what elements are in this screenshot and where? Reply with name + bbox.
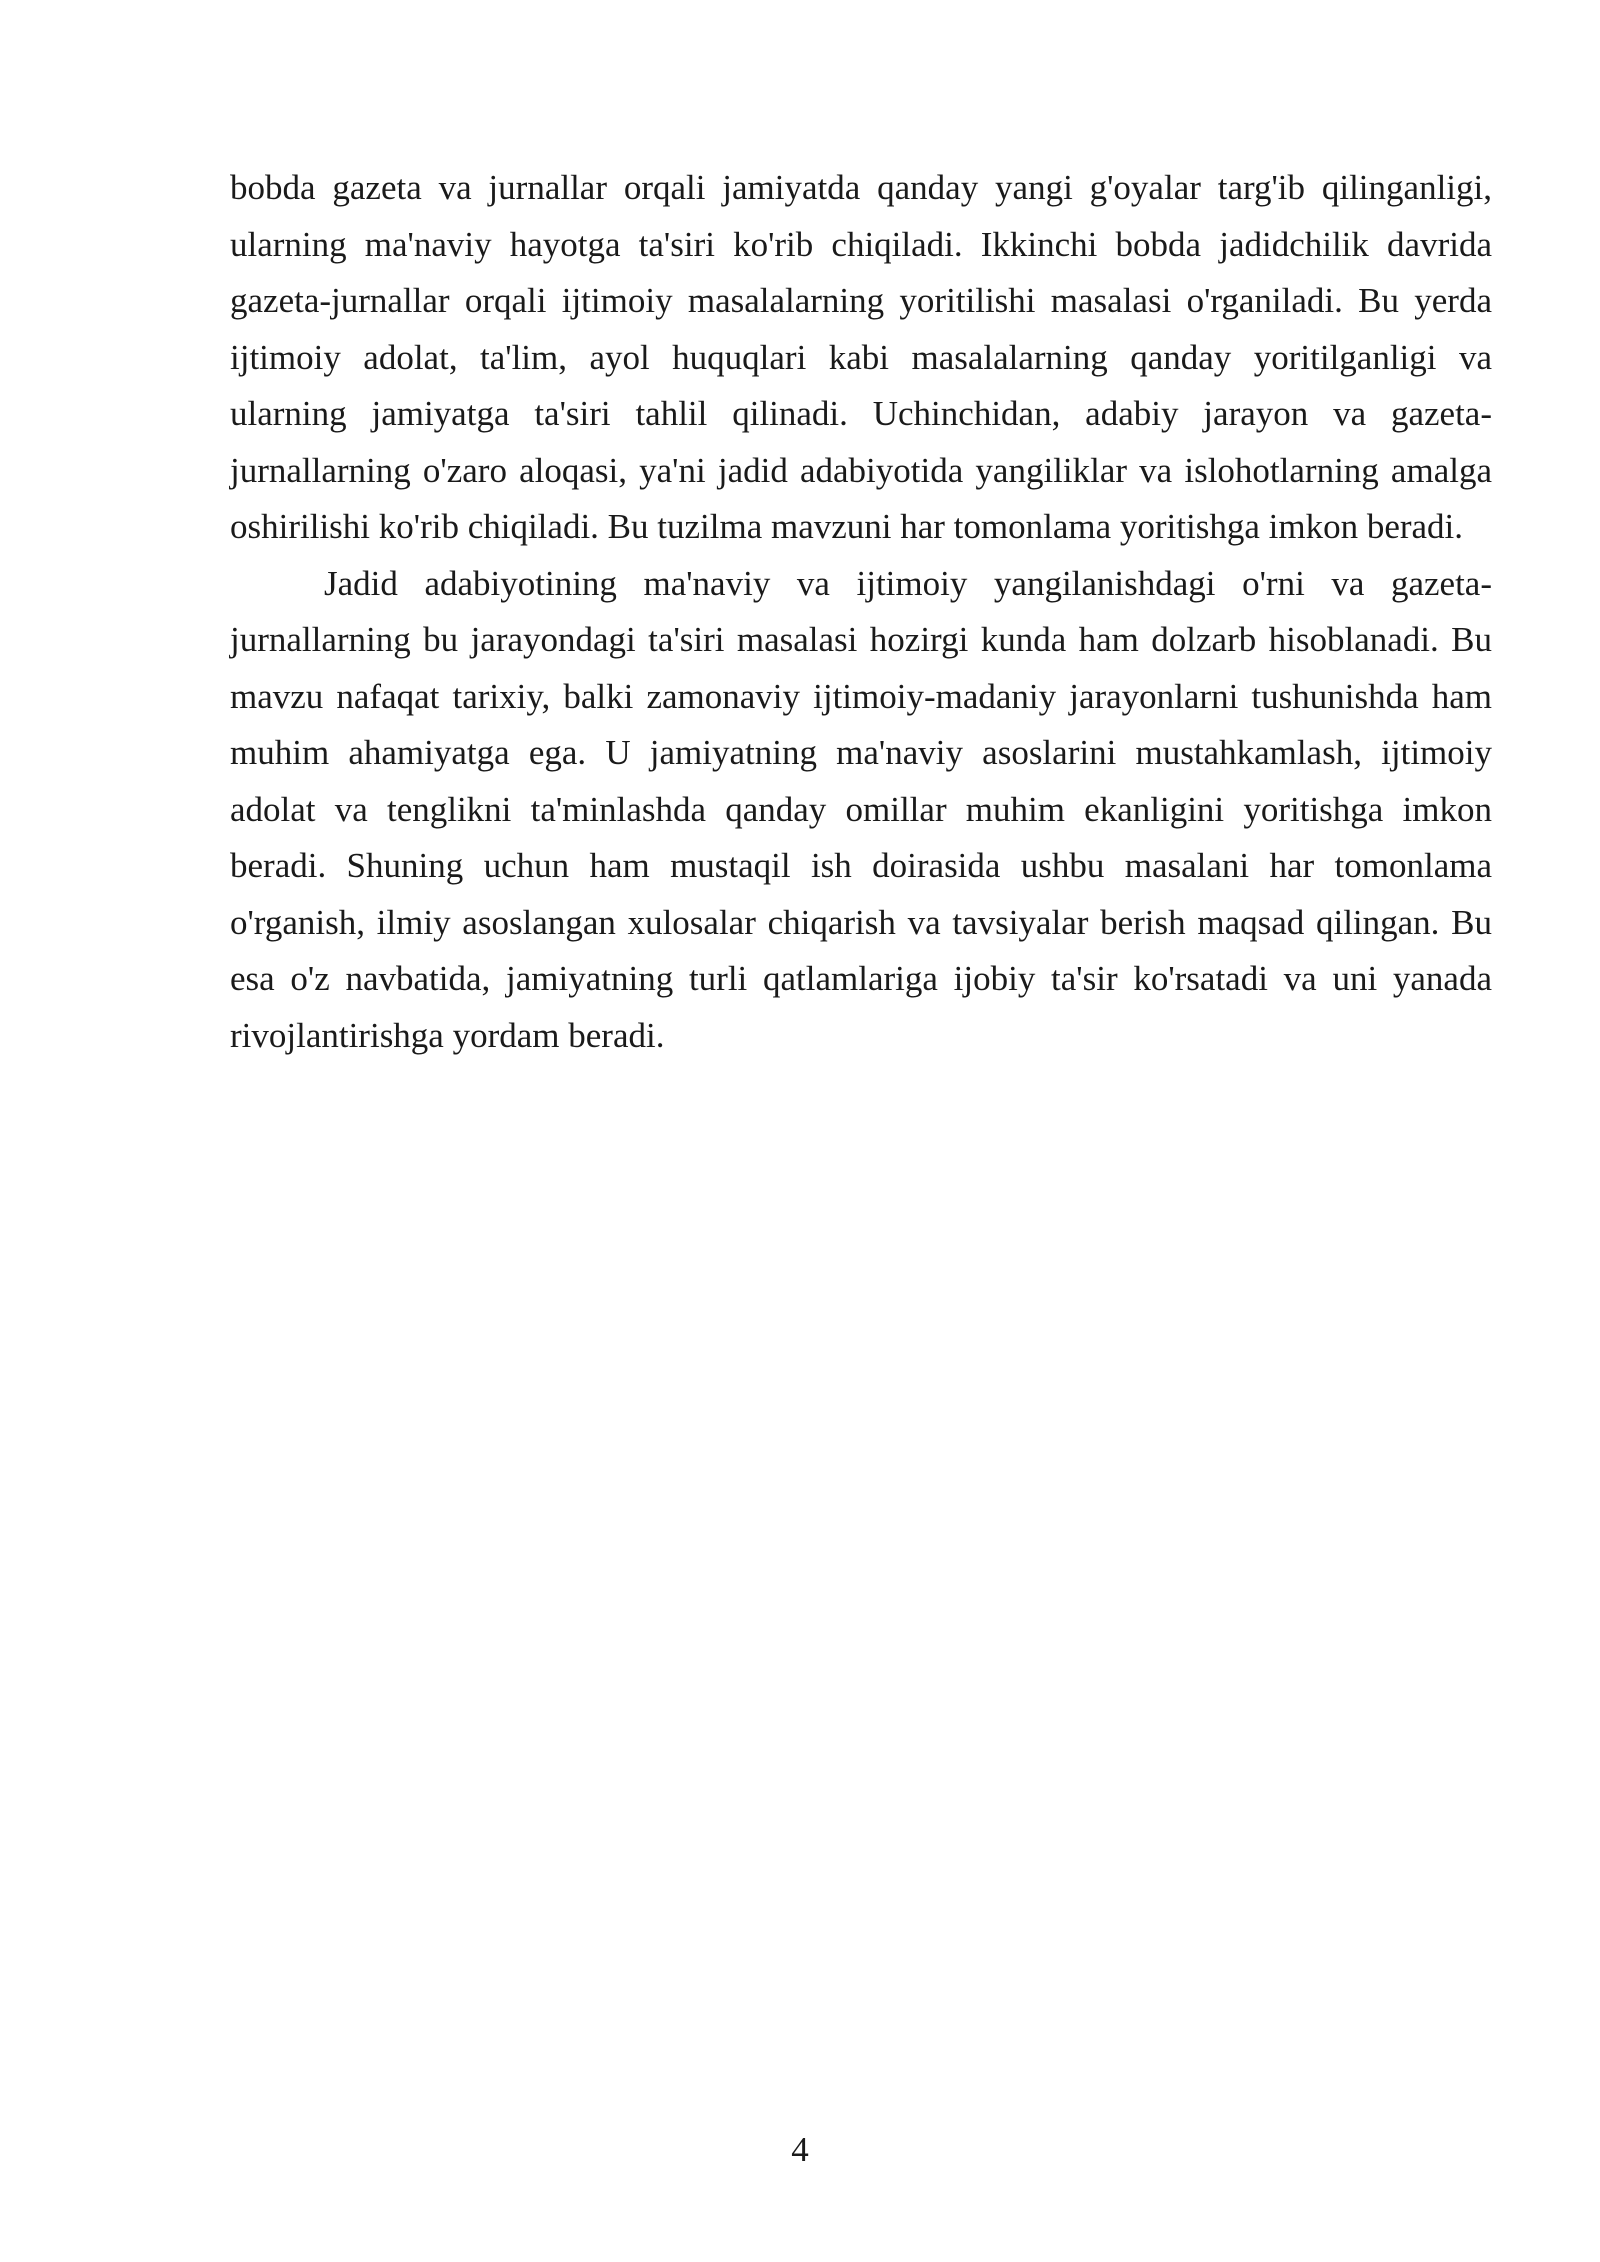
paragraph-continued: bobda gazeta va jurnallar orqali jamiyatda qanday yangi g'oyalar targ'ib qilinganligi, ularning ma'naviy hayotga ta'siri ko'rib chiqiladi. Ikkinchi bobda jadidchilik davrida gazeta-jurnallar orqali ijtimoiy masalalarning yoritilishi masalasi o'rganiladi. Bu yerda ijtimoiy adolat, ta'lim, ayol huquqlari kabi masalalarning qanday yoritilganligi va ularning jamiyatga ta'siri tahlil qilinadi. Uchinchidan, adabiy jarayon va gazeta-jurnallarning o'zaro aloqasi, ya'ni jadid adabiyotida yangiliklar va islohotlarning amalga oshirilishi ko'rib chiqiladi. Bu tuzilma mavzuni har tomonlama yoritishga imkon beradi.: [230, 168, 1492, 546]
page-body: [230, 160, 1492, 1064]
paragraph-relevance: Jadid adabiyotining ma'naviy va ijtimoiy yangilanishdagi o'rni va gazeta-jurnallarning bu jarayondagi ta'siri masalasi hozirgi kunda ham dolzarb hisoblanadi. Bu mavzu nafaqat tarixiy, balki zamonaviy ijtimoiy-madaniy jarayonlarni tushunishda ham muhim ahamiyatga ega. U jamiyatning ma'naviy asoslarini mustahkamlash, ijtimoiy adolat va tenglikni ta'minlashda qanday omillar muhim ekanligini yoritishga imkon beradi. Shuning uchun ham mustaqil ish doirasida ushbu masalani har tomonlama o'rganish, ilmiy asoslangan xulosalar chiqarish va tavsiyalar berish maqsad qilingan. Bu esa o'z navbatida, jamiyatning turli qatlamlariga ijobiy ta'sir ko'rsatadi va uni yanada rivojlantirishga yordam beradi.: [230, 563, 1492, 1055]
page-number: 4: [791, 2130, 809, 2169]
